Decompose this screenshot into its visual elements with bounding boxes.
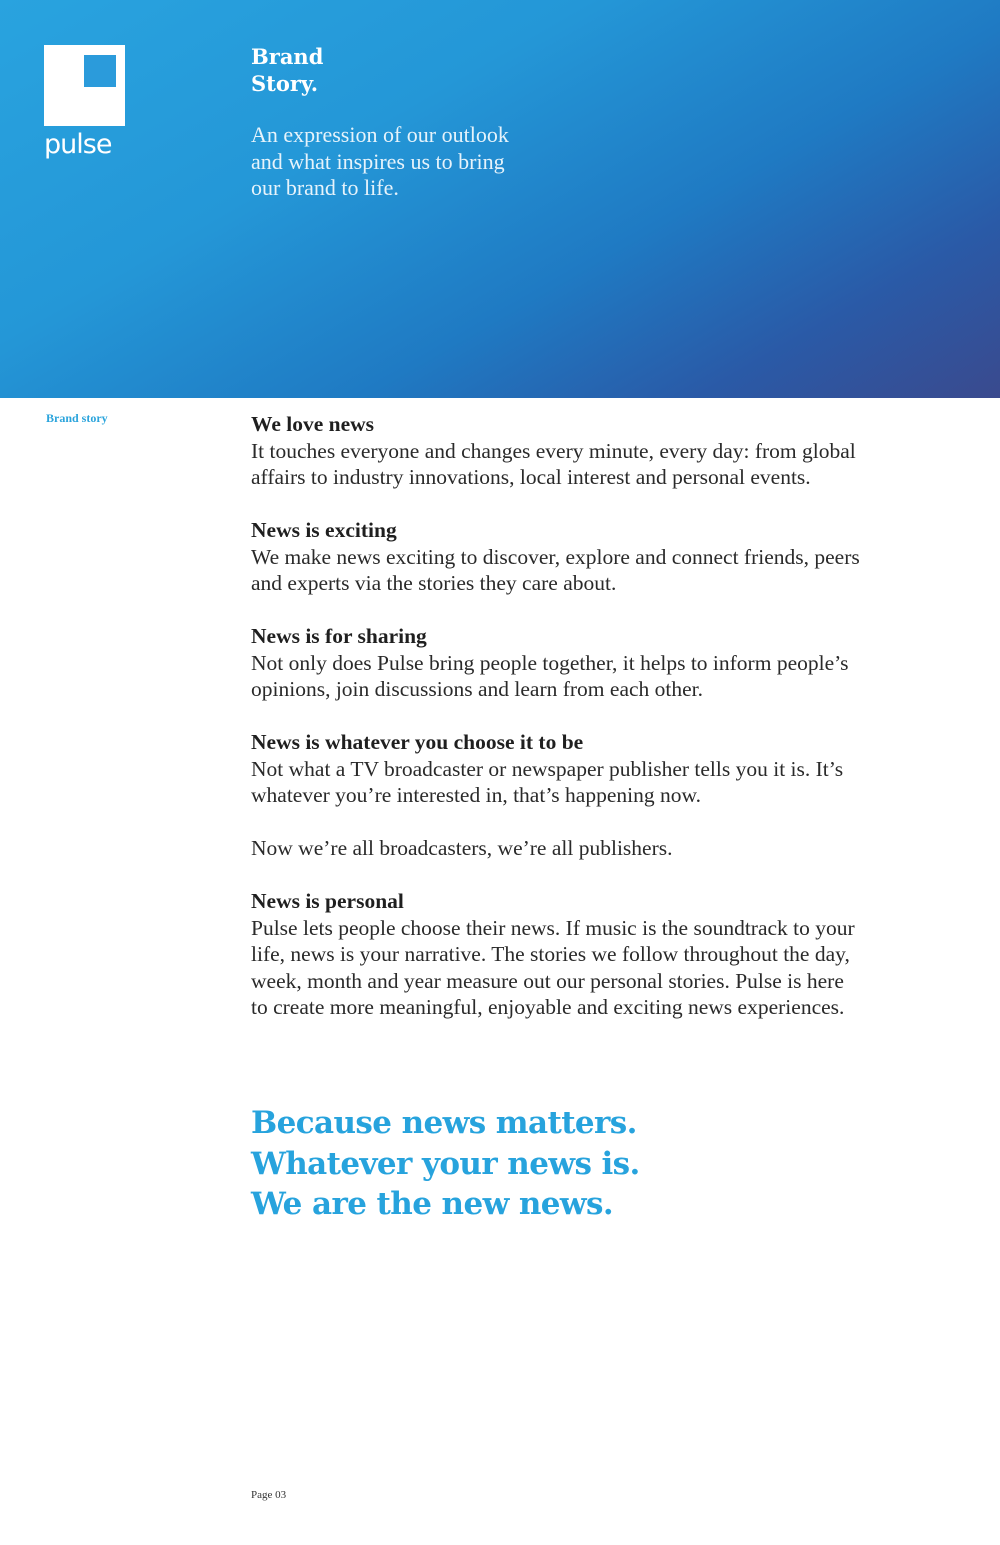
section-news-choice: [251, 729, 861, 809]
page-title: Brand Story.: [251, 44, 324, 96]
tagline-line: Whatever your news is.: [251, 1145, 640, 1182]
hero-banner: [0, 0, 1000, 398]
section-body: We make news exciting to discover, explore and connect friends, peers and experts via the stories they care about.: [251, 544, 860, 595]
section-body: Now we’re all broadcasters, we’re all publishers.: [251, 836, 673, 860]
section-body: Pulse lets people choose their news. If music is the soundtrack to your life, news is your narrative. The stories we follow throughout the day, week, month and year measure out our personal stories. Pulse is here to create more meaningful, enjoyable and exciting news experiences.: [251, 915, 855, 1019]
section-label: Brand story: [46, 411, 108, 425]
section-love-news: [251, 411, 861, 491]
section-heading: News is for sharing: [251, 624, 427, 648]
section-news-personal: [251, 888, 861, 1021]
tagline-line: Because news matters.: [251, 1105, 637, 1141]
section-news-sharing: [251, 623, 861, 703]
section-news-exciting: [251, 517, 861, 597]
section-heading: We love news: [251, 412, 375, 436]
logo-inner-square: [84, 55, 116, 87]
section-body: It touches everyone and changes every minute, every day: from global affairs to industry innovations, local interest and personal events.: [251, 438, 856, 489]
section-broadcasters: [251, 835, 861, 862]
page-number: Page 03: [251, 1489, 287, 1501]
tagline: [251, 1103, 951, 1225]
pulse-logo-icon: [44, 45, 125, 126]
tagline-line: We are the new news.: [251, 1186, 614, 1222]
page-subtitle: An expression of our outlook and what inspires us to bring our brand to life.: [251, 122, 509, 200]
section-body: Not only does Pulse bring people together, it helps to inform people’s opinions, join discussions and learn from each other.: [251, 650, 849, 701]
section-body: Not what a TV broadcaster or newspaper publisher tells you it is. It’s whatever you’re interested in, that’s happening now.: [251, 756, 844, 807]
logo-wordmark: pulse: [44, 129, 112, 160]
brand-story-content: [251, 411, 861, 1047]
section-heading: News is personal: [251, 889, 404, 913]
section-heading: News is whatever you choose it to be: [251, 730, 584, 754]
section-heading: News is exciting: [251, 518, 397, 542]
